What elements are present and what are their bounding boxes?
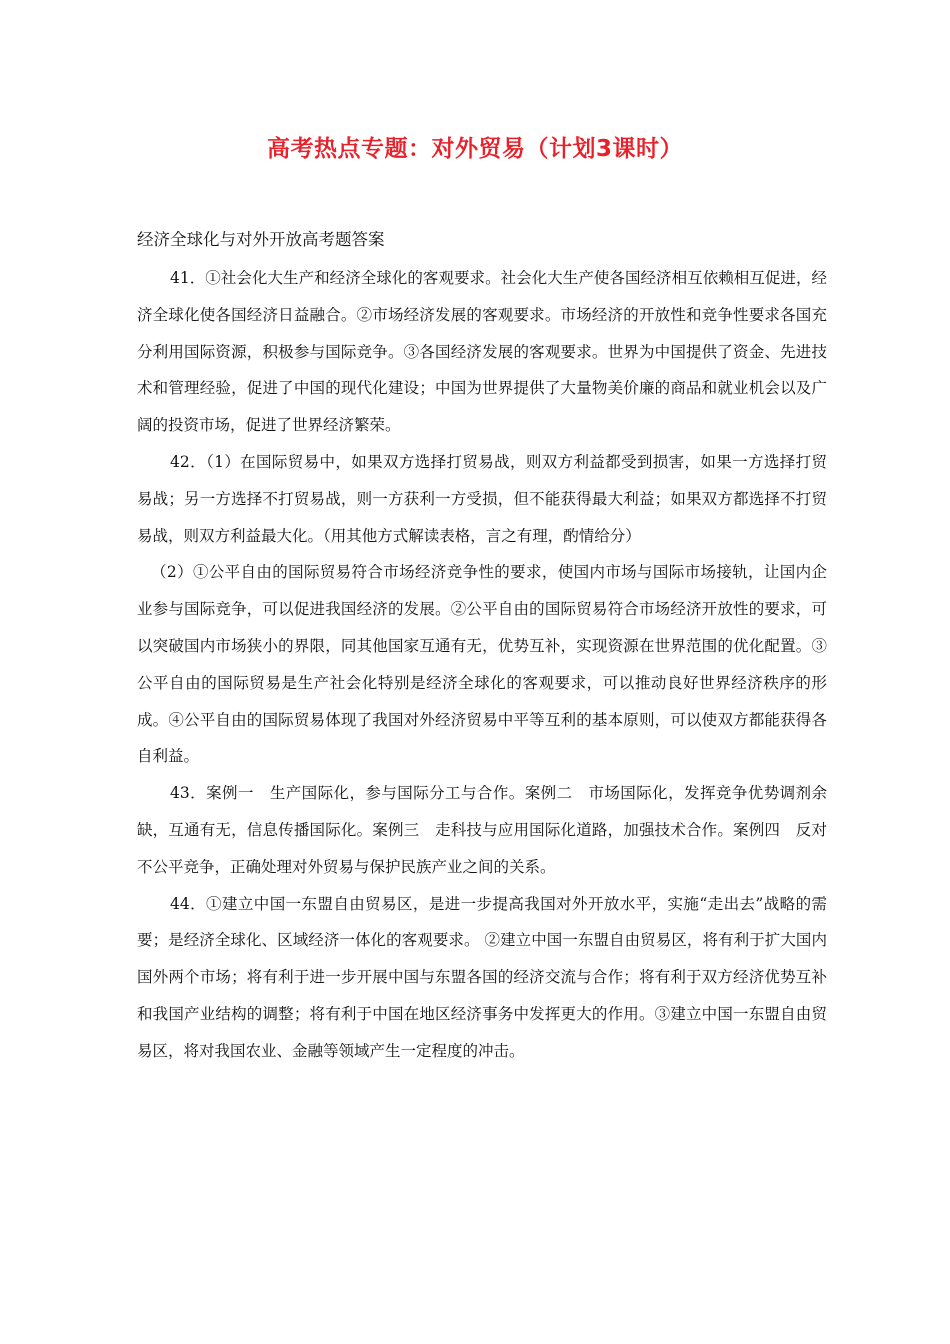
answer-42-part-1: 42．（1）在国际贸易中，如果双方选择打贸易战，则双方利益都受到损害，如果一方选择打贸易战；另一方选择不打贸易战，则一方获利一方受损，但不能获得最大利益；如果双方都选择不打贸易战，则双方利益最大化。（用其他方式解读表格，言之有理，酌情给分） bbox=[137, 452, 827, 545]
answer-42-part-2: （2）①公平自由的国际贸易符合市场经济竞争性的要求，使国内市场与国际市场接轨，让国内企业参与国际竞争，可以促进我国经济的发展。②公平自由的国际贸易符合市场经济开放性的要求，可以突破国内市场狭小的界限，同其他国家互通有无，优势互补，实现资源在世界范围的优化配置。③公平自由的国际贸易是生产社会化特别是经济全球化的客观要求，可以推动良好世界经济秩序的形成。④公平自由的国际贸易体现了我国对外经济贸易中平等互利的基本原则，可以使双方都能获得各自利益。 bbox=[137, 563, 827, 766]
answer-43: 43．案例一 生产国际化，参与国际分工与合作。案例二 市场国际化，发挥竞争优势调剂余缺，互通有无，信息传播国际化。案例三 走科技与应用国际化道路，加强技术合作。案例四 反对不公平竞争，正确处理对外贸易与保护民族产业之间的关系。 bbox=[137, 784, 827, 876]
answer-41: 41．①社会化大生产和经济全球化的客观要求。社会化大生产使各国经济相互依赖相互促进，经济全球化使各国经济日益融合。②市场经济发展的客观要求。市场经济的开放性和竞争性要求各国充分利用国际资源，积极参与国际竞争。③各国经济发展的客观要求。世界为中国提供了资金、先进技术和管理经验，促进了中国的现代化建设；中国为世界提供了大量物美价廉的商品和就业机会以及广阔的投资市场，促进了世界经济繁荣。 bbox=[137, 269, 827, 435]
answer-44: 44．①建立中国一东盟自由贸易区，是进一步提高我国对外开放水平，实施“走出去”战略的需要；是经济全球化、区域经济一体化的客观要求。 ②建立中国一东盟自由贸易区，将有利于扩大国内国外两个市场；将有利于进一步开展中国与东盟各国的经济交流与合作；将有利于双方经济优势互补和我国产业结构的调整；将有利于中国在地区经济事务中发挥更大的作用。③建立中国一东盟自由贸易区，将对我国农业、金融等领域产生一定程度的冲击。 bbox=[137, 894, 827, 1060]
document-body bbox=[137, 222, 827, 1070]
document-title: 高考热点专题：对外贸易（计划3课时） bbox=[266, 136, 683, 162]
section-heading: 经济全球化与对外开放高考题答案 bbox=[137, 230, 385, 249]
